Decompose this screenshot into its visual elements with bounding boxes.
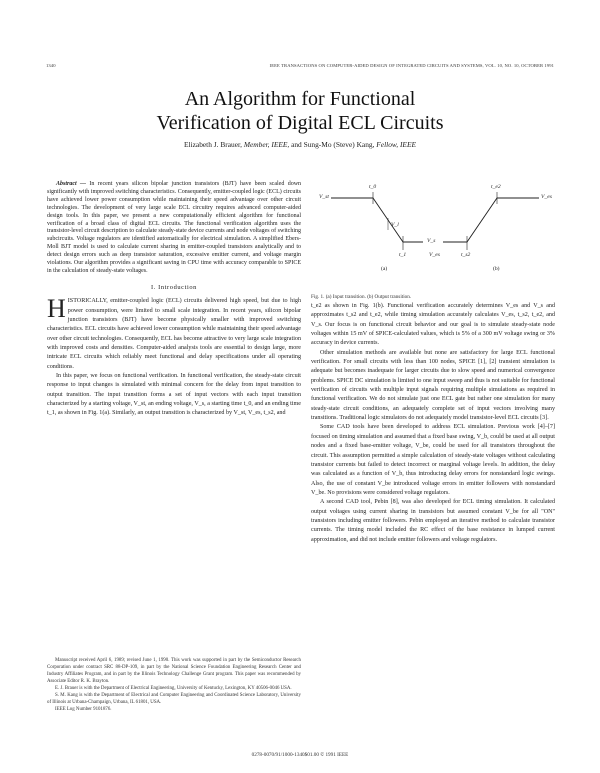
label-v-in-left: V_st — [319, 194, 329, 200]
right-paragraph-4: A second CAD tool, Pebin [8], was also developed for ECL timing simulation. It calculated output voltages using current sharing in transistors but assumed constant V_be for all "ON" transistors including emitter followers. Pebin employed an iterative method to calculate transistor currents. The timing model included the RC effect of the base resistance in lumped current approximation, and did not include emitter followers and voltage regulators. — [311, 499, 555, 543]
paper-title — [0, 87, 600, 135]
abstract — [47, 181, 301, 276]
author-1-role: Member, IEEE, — [243, 140, 290, 149]
right-paragraph-3: Some CAD tools have been developed to address ECL simulation. Previous work [4]–[7] focused on timing simulation and assumed that a fixed base swing, V_b, could be used at all output nodes and a fixed base-emitter voltage, V_be, could be used for all transistors throughout the circuit. This assumption permitted a simple calculation of steady-state voltages without calculating transistor currents but failed to detect incorrect or marginal voltage levels. In addition, the delay was calculated as a function of V_b, thus introducing delay errors for nonstandard logic swings. Also, the use of constant V_be introduced voltage errors in emitter followers with nonstandard V_be. No provisions were considered voltage regulators. — [311, 424, 555, 496]
left-column — [47, 181, 301, 419]
abstract-text: In recent years silicon bipolar junction transistors (BJT) have been scaled down significantly with improved switching characteristics. Consequently, emitter-coupled logic (ECL) circuits have achieved lower power consumption while maintaining their speed advantage over other circuit technologies. The development of very large scale ECL circuitry requires advanced computer-aided design tools. In this paper, we present a new computationally efficient algorithm for functional verification of a broad class of digital ECL circuits. The functional verification algorithm uses the transistor-level circuit description to calculate steady-state device currents and node voltages of switching subcircuits. Voltage regulators are identified automatically for electrical simulation. A simplified Ebers-Moll BJT model is used to calculate current sharing in emitter-coupled transistors analytically and to detect design errors such as deep transistor saturation, excessive emitter current, and voltage margin violations. Our algorithm provides a significant saving in CPU time with accuracy comparable to SPICE in the calculation of steady-state voltages. — [47, 181, 302, 274]
label-v-out-left: V_es — [429, 252, 440, 258]
right-paragraph-1: t_e2 as shown in Fig. 1(b). Functional verification accurately determines V_es and V_s and approximates t_s2 and t_e2, while timing simulation accurately calculates V_es, t_s2, t_e2, and V_s. Our focus is on functional circuit behavior and our goal is to simulate steady-state node voltages within 15 mV of SPICE-calculated values, which is 5% of a 300 mV voltage swing or 3% accuracy in device currents. — [311, 303, 555, 347]
abstract-label: Abstract — — [56, 181, 87, 187]
author-line — [0, 140, 600, 149]
copyright-footer: 0278-0070/91/1000-1340$01.00 © 1991 IEEE — [251, 752, 349, 758]
intro-paragraph-1-text: ISTORICALLY, emitter-coupled logic (ECL) circuits delivered high speed, but due to high power consumption, were limited to small scale integration. In recent years, silicon bipolar junction transistors (BJT) have become physically smaller with improved switching characteristics. ECL circuits have achieved lower consumption while maintaining their speed advantage over other circuit technologies. Consequently, ECL has become attractive to very large scale integration with improved costs and densities. Computer-aided analysis tools are essential to design large, more intricate ECL circuits which reliably meet functional and delay specifications under all operating conditions. — [47, 298, 301, 370]
author-2-role: Fellow, IEEE — [376, 140, 416, 149]
running-head: IEEE TRANSACTIONS ON COMPUTER-AIDED DESIGN OF INTEGRATED CIRCUITS AND SYSTEMS, VOL. 10, NO. 10, OCTOBER 1991 — [269, 63, 554, 68]
label-v-out-right: V_es — [541, 194, 552, 200]
author-connector: and — [291, 140, 302, 149]
drop-cap: H — [47, 294, 66, 324]
footnote-author-1: E. J. Brauer is with the Department of Electrical Engineering, University of Kentucky, Lexington, KY 40506-0046 USA. — [55, 686, 292, 691]
author-1: Elizabeth J. Brauer, — [184, 140, 242, 149]
figure-1 — [311, 178, 555, 298]
footnote-manuscript: Manuscript received April 6, 1989; revised June 1, 1990. This work was supported in part by the Semiconductor Research Corporation under contract SRC 88-DP-109, in part by the National Science Foundation Engineering Research Center and Industry Affiliates Program, and in part by the Illinois Technology Challenge Grant program. This paper was recommended by Associate Editor R. K. Brayton. — [47, 658, 301, 684]
figure-1-caption: Fig. 1. (a) Input transition. (b) Output transition. — [311, 294, 412, 300]
right-paragraph-2: Other simulation methods are available but none are satisfactory for large ECL functional verification. For small circuits with less than 100 nodes, SPICE [1], [2] transient simulation is adequate but becomes inadequate for larger circuits due to slow speed and numerical convergence problems. SPICE DC simulation is limited to one input sweep and thus is not suitable for functional verification of circuits with multiple input signals requiring multiple simulations as required in functional verification. We do not simulate just one ECL gate but rather one simulation for many steady-state circuit conditions, an adequately complete set of input vectors involving many transitions. Traditional logic simulators do not adequately model transistor-level ECL circuits [3]. — [311, 349, 555, 422]
figure-1-drawing — [311, 178, 555, 294]
panel-b-label: (b) — [493, 266, 500, 272]
right-column — [311, 302, 555, 545]
title-line-2: Verification of Digital ECL Circuits — [156, 112, 444, 134]
label-v-in-right: V_s — [427, 238, 436, 244]
footnotes — [47, 657, 301, 713]
label-t-a: t_0 — [369, 184, 377, 190]
label-v-mid: V_l — [391, 222, 399, 228]
section-heading-introduction: I. Introduction — [151, 283, 197, 291]
output-transition-waveform — [443, 198, 539, 242]
title-line-1: An Algorithm for Functional — [184, 88, 416, 110]
footnote-ieee-log: IEEE Log Number 9101876. — [55, 707, 112, 712]
footnote-author-2: S. M. Kang is with the Department of Electrical and Computer Engineering and Coordinated Science Laboratory, University of Illinois at Urbana-Champaign, Urbana, IL 61801, USA. — [47, 693, 301, 705]
panel-a-label: (a) — [381, 266, 388, 272]
label-t-d: t_e2 — [491, 184, 501, 190]
intro-paragraph-1 — [47, 294, 301, 372]
input-transition-waveform — [331, 198, 423, 242]
page-number: 1340 — [46, 63, 56, 68]
intro-paragraph-2: In this paper, we focus on functional verification. In functional verification, the steady-state circuit response to input changes is simulated with minimal concern for the delay from input transition to output transition. The input transition forms a set of input vectors with each input transition characterized by a starting voltage, V_st, an ending voltage, V_s, a starting time t_0, and an ending time t_1, as shown in Fig. 1(a). Similarly, an output transition is characterized by V_st, V_es, t_s2, and — [47, 372, 301, 417]
author-2: Sung-Mo (Steve) Kang, — [303, 140, 375, 149]
label-t-c: t_s2 — [461, 252, 471, 258]
label-t-b: t_1 — [399, 252, 407, 258]
